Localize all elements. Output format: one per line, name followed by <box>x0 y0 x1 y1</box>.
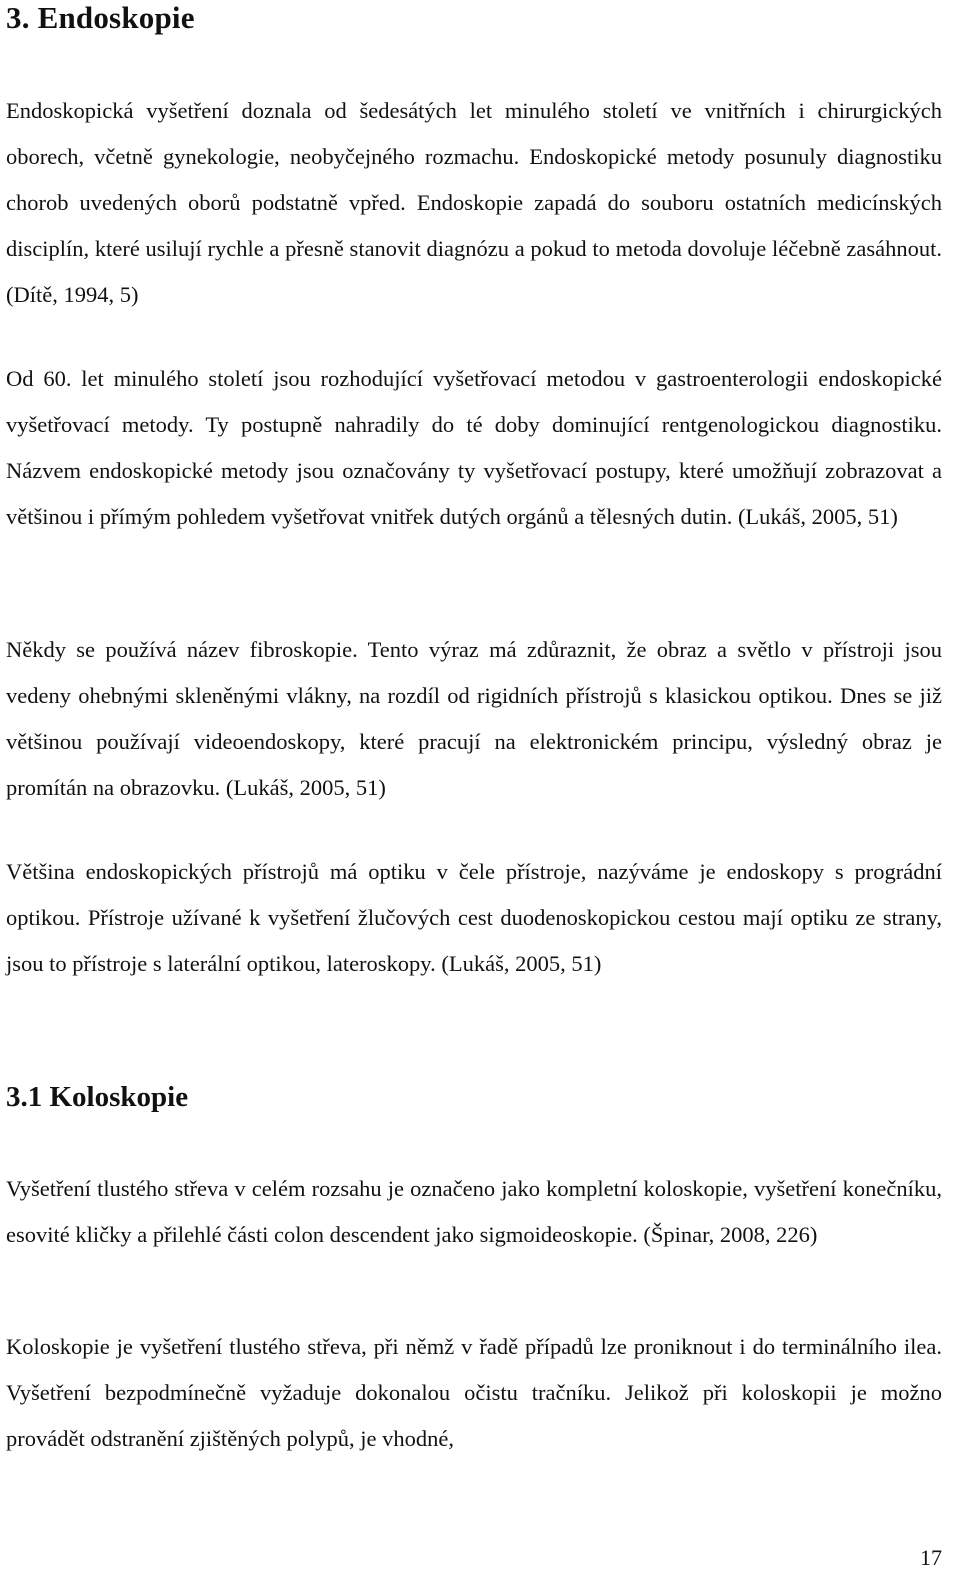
paragraph-colonoscopy-procedure: Koloskopie je vyšetření tlustého střeva, při němž v řadě případů lze proniknout i do terminálního ilea. Vyšetření bezpodmínečně vyžaduje dokonalou očistu tračníku. Jelikož při koloskopii je možno provádět odstranění zjištěných polypů, je vhodné, <box>6 1334 942 1451</box>
paragraph-colonoscopy-definition: Vyšetření tlustého střeva v celém rozsahu je označeno jako kompletní koloskopie, vyšetření konečníku, esovité kličky a přilehlé části colon descendent jako sigmoideoskopie. (Špinar, 2008, 226) <box>6 1176 942 1247</box>
paragraph-optics: Většina endoskopických přístrojů má optiku v čele přístroje, nazýváme je endoskopy s prográdní optikou. Přístroje užívané k vyšetření žlučových cest duodenoskopickou cestou mají optiku ze strany, jsou to přístroje s laterální optikou, lateroskopy. (Lukáš, 2005, 51) <box>6 859 942 976</box>
paragraph-intro: Endoskopická vyšetření doznala od šedesátých let minulého století ve vnitřních i chirurgických oborech, včetně gynekologie, neobyčejného rozmachu. Endoskopické metody posunuly diagnostiku chorob uvedených oborů podstatně vpřed. Endoskopie zapadá do souboru ostatních medicínských disciplín, které usilují rychle a přesně stanovit diagnózu a pokud to metoda dovoluje léčebně zasáhnout. (Dítě, 1994, 5) <box>6 98 942 307</box>
page-number: 17 <box>920 1545 942 1570</box>
chapter-heading: 3. Endoskopie <box>6 0 195 35</box>
paragraph-fibroscopy: Někdy se používá název fibroskopie. Tento výraz má zdůraznit, že obraz a světlo v přístroji jsou vedeny ohebnými skleněnými vlákny, na rozdíl od rigidních přístrojů s klasickou optikou. Dnes se již většinou používají videoendoskopy, které pracují na elektronickém principu, výsledný obraz je promítán na obrazovku. (Lukáš, 2005, 51) <box>6 637 942 800</box>
section-heading: 3.1 Koloskopie <box>6 1081 189 1113</box>
paragraph-history: Od 60. let minulého století jsou rozhodující vyšetřovací metodou v gastroenterologii endoskopické vyšetřovací metody. Ty postupně nahradily do té doby dominující rentgenologickou diagnostiku. Názvem endoskopické metody jsou označovány ty vyšetřovací postupy, které umožňují zobrazovat a většinou i přímým pohledem vyšetřovat vnitřek dutých orgánů a tělesných dutin. (Lukáš, 2005, 51) <box>6 366 942 529</box>
